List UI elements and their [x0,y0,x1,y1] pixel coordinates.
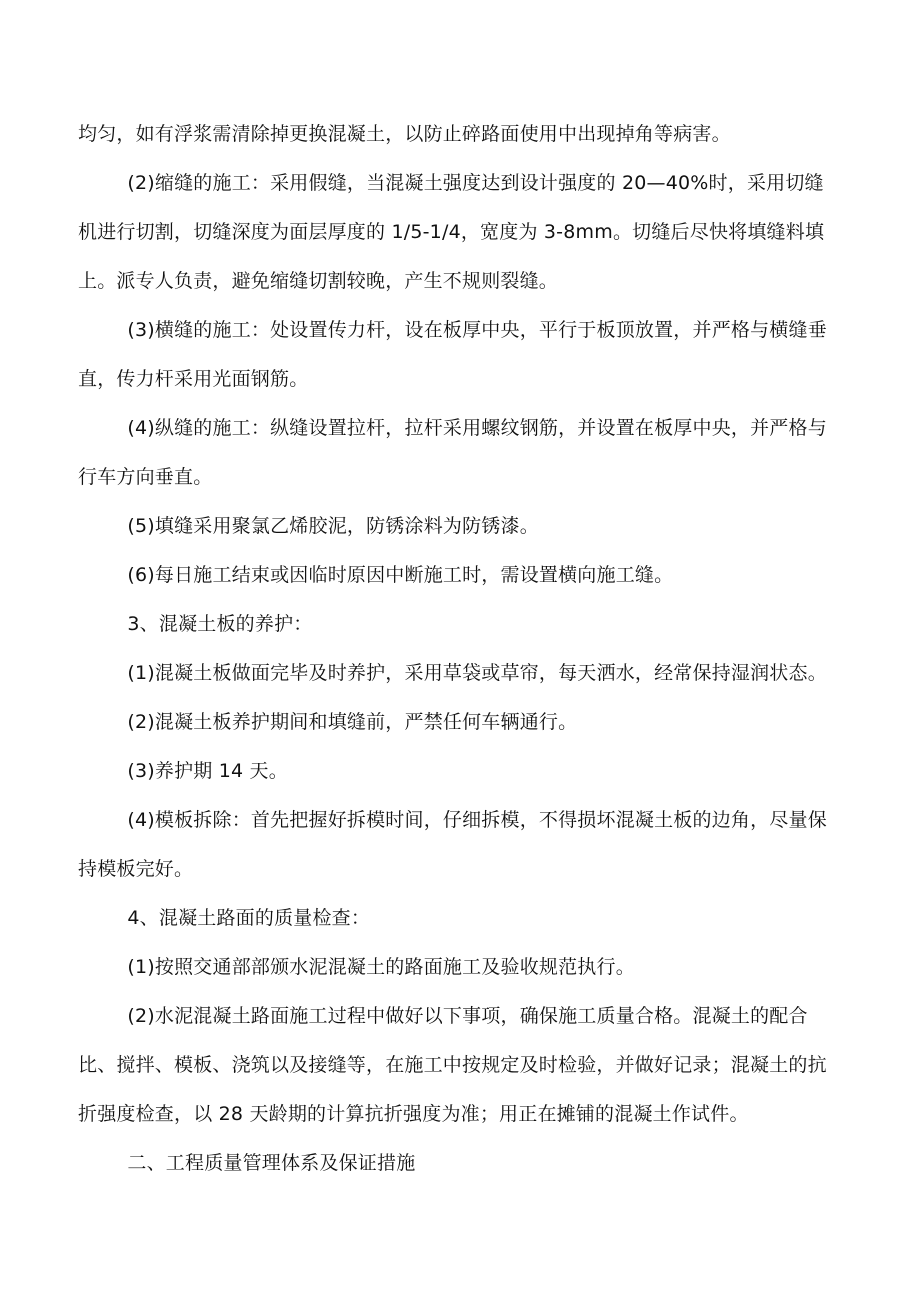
paragraph-curing-1: (1)混凝土板做面完毕及时养护，采用草袋或草帘，每天洒水，经常保持湿润状态。 [127,662,827,684]
paragraph-quality-2: (2)水泥混凝土路面施工过程中做好以下事项，确保施工质量合格。混凝土的配合比、搅拌、模板、浇筑以及接缝等，在施工中按规定及时检验，并做好记录；混凝土的抗折强度检查，以 28 天龄期的计算抗折强度为准；用正在摊铺的混凝土作试件。 [78,1005,827,1125]
paragraph-joint-filling: (5)填缝采用聚氯乙烯胶泥，防锈涂料为防锈漆。 [127,515,539,537]
paragraph-curing-3: (3)养护期 14 天。 [127,760,288,782]
paragraph-transverse-joint: (3)横缝的施工：处设置传力杆，设在板厚中央，平行于板顶放置，并严格与横缝垂直，传力杆采用光面钢筋。 [78,319,827,390]
section-heading-quality-management: 二、工程质量管理体系及保证措施 [127,1152,416,1174]
paragraph-construction-joint: (6)每日施工结束或因临时原因中断施工时，需设置横向施工缝。 [127,564,674,586]
paragraph-curing-2: (2)混凝土板养护期间和填缝前，严禁任何车辆通行。 [127,711,578,733]
paragraph-longitudinal-joint: (4)纵缝的施工：纵缝设置拉杆，拉杆采用螺纹钢筋，并设置在板厚中央，并严格与行车方向垂直。 [78,417,827,488]
section-heading-quality-check: 4、混凝土路面的质量检查： [127,907,371,929]
paragraph-shrinkage-joint: (2)缩缝的施工：采用假缝，当混凝土强度达到设计强度的 20—40%时，采用切缝机进行切割，切缝深度为面层厚度的 1/5-1/4，宽度为 3-8mm。切缝后尽快将填缝料填上。派专人负责，避免缩缝切割较晚，产生不规则裂缝。 [78,172,825,292]
paragraph-quality-1: (1)按照交通部部颁水泥混凝土的路面施工及验收规范执行。 [127,956,635,978]
paragraph-formwork-removal: (4)模板拆除：首先把握好拆模时间，仔细拆模，不得损坏混凝土板的边角，尽量保持模板完好。 [78,809,827,880]
section-heading-curing: 3、混凝土板的养护： [127,613,313,635]
document-body [78,110,838,1188]
paragraph-continuation: 均匀，如有浮浆需清除掉更换混凝土，以防止碎路面使用中出现掉角等病害。 [78,123,731,145]
